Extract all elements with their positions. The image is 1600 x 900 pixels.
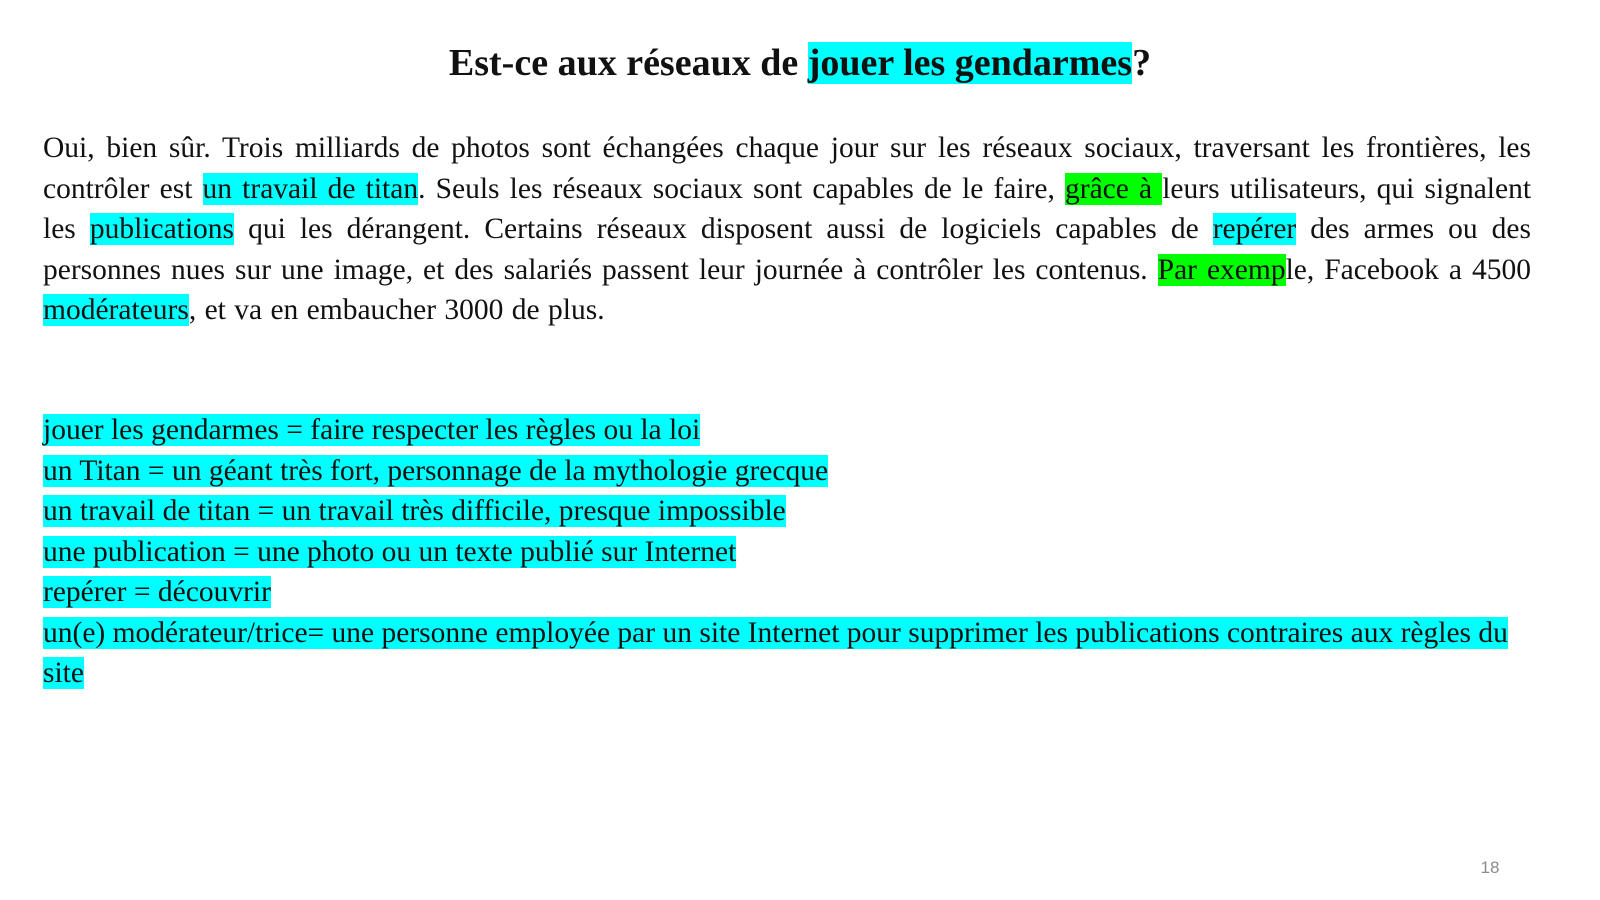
glossary-item-text: un(e) modérateur/trice= une personne employée par un site Internet pour supprimer les publications contraires aux règles du site [43, 616, 1508, 689]
highlight-grace-a: grâce à [1065, 172, 1163, 205]
title-end: ? [1132, 42, 1152, 84]
title-text: Est-ce aux réseaux de [448, 42, 808, 84]
title-highlight: jouer les gendarmes [807, 42, 1133, 84]
para-text: Oui, bien sûr. Trois milliards de photos sont échangées chaque jour sur les réseaux sociaux, traversant les frontières, les contrôler est [43, 132, 1531, 205]
para-text: leurs utilisateurs, qui signalent les [43, 172, 1532, 245]
para-text: des armes ou des personnes nues sur une image, et des salariés passent leur journée à contrôler les contenus. [43, 213, 1532, 286]
highlight-par-exemple: Par exemp [1157, 253, 1286, 286]
glossary-item [43, 491, 1548, 532]
glossary-item-text: un travail de titan = un travail très difficile, presque impossible [43, 495, 786, 527]
highlight-travail-de-titan: un travail de titan [202, 172, 419, 205]
glossary-item [43, 613, 1548, 694]
glossary-item [43, 451, 1548, 492]
glossary-item-text: un Titan = un géant très fort, personnage de la mythologie grecque [43, 454, 829, 487]
glossary-item-text: jouer les gendarmes = faire respecter les règles ou la loi [43, 414, 701, 446]
glossary-item-text: repérer = découvrir [43, 576, 271, 608]
glossary-item-text: une publication = une photo ou un texte publié sur Internet [43, 535, 737, 568]
highlight-publications: publications [89, 213, 235, 245]
page-title [0, 38, 1600, 88]
para-text: , et va en embaucher 3000 de plus. [188, 294, 605, 326]
para-text: le, Facebook a 4500 [1285, 253, 1531, 286]
glossary-item [43, 572, 1548, 613]
glossary [43, 410, 1548, 694]
para-text: qui les dérangent. Certains réseaux disposent aussi de logiciels capables de [234, 213, 1213, 245]
page-number: 18 [1480, 858, 1500, 877]
highlight-moderateurs: modérateurs [43, 294, 189, 326]
highlight-reperer: repérer [1212, 213, 1297, 245]
para-text: . Seuls les réseaux sociaux sont capables de le faire, [418, 172, 1065, 205]
main-paragraph [43, 128, 1531, 331]
glossary-item [43, 410, 1548, 451]
glossary-item [43, 532, 1548, 573]
